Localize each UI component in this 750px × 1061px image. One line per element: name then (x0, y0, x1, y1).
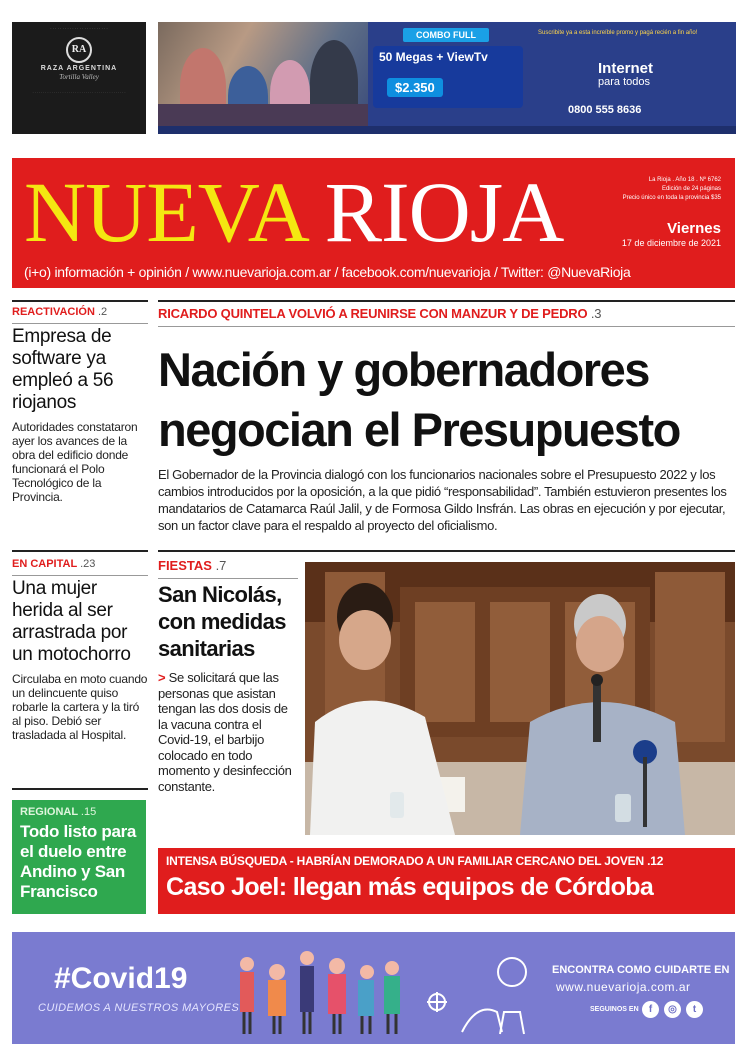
lead-headline[interactable]: Nación y gobernadores negocian el Presupuesto (158, 343, 680, 456)
covid-url-link[interactable]: www.nuevarioja.com.ar (556, 980, 691, 994)
ad-price: $2.350 (387, 78, 443, 97)
twitter-icon[interactable]: t (686, 1001, 703, 1018)
lead-bottom-rule (158, 550, 735, 552)
ad-fine-print: · · · · · · · · · · · · · · · · · · · · · · · · · · · · · · · · · · · · · · · · · · · · (32, 91, 126, 95)
story-en-capital[interactable] (12, 558, 148, 742)
ad-family-photo (158, 22, 368, 126)
masthead (12, 158, 735, 288)
masthead-tagline: (i+o) información + opinión / www.nuevarioja.com.ar / facebook.com/nuevarioja / Twitter: @NuevaRioja (24, 264, 631, 280)
page-ref: .12 (647, 854, 664, 868)
ad-fine-print-top: · · · · · · · · · · · · · · · · · · · · · · · · (50, 26, 108, 31)
story-fiestas[interactable] (158, 558, 298, 794)
issue-date: 17 de diciembre de 2021 (621, 238, 721, 248)
edition-pages: Edición de 24 páginas (661, 186, 721, 192)
ad-raza-argentina[interactable] (12, 22, 146, 134)
newspaper-title (24, 162, 563, 262)
instagram-icon[interactable]: ◎ (664, 1001, 681, 1018)
ad-offer-line: 50 Megas + ViewTv (379, 50, 488, 64)
ad-brand-logo (598, 62, 653, 88)
ra-logo-icon: RA (66, 37, 92, 63)
page-ref: .7 (215, 558, 227, 573)
ad-phone: 0800 555 8636 (568, 104, 642, 116)
story-regional[interactable] (12, 800, 146, 914)
story-headline: Todo listo para el duelo entre Andino y San Francisco (20, 822, 137, 901)
title-nueva: NUEVA (24, 164, 305, 260)
story-kicker: EN CAPITAL .23 (12, 558, 96, 570)
story-body: > Se solicitará que las personas que asistan tengan las dos dosis de la vacuna contra el Covid-19, el barbijo colocado en todo momento y desinfección constante. (158, 670, 292, 794)
ad-legal-strip (158, 126, 736, 134)
kicker-rule (12, 323, 148, 324)
page-ref: .23 (80, 558, 96, 570)
story-kicker: FIESTAS .7 (158, 558, 227, 573)
facebook-icon[interactable]: f (642, 1001, 659, 1018)
edition-number: La Rioja . Año 18 . Nº 6762 (648, 177, 721, 183)
covid-find-text: ENCONTRA COMO CUIDARTE EN (552, 964, 730, 976)
lead-kicker-rule (158, 326, 735, 327)
story-body: Circulaba en moto cuando un delincuente quiso robarle la cartera y la tiró al piso. Debió ser trasladada al Hospital. (12, 672, 148, 742)
page-ref: .15 (80, 806, 97, 818)
page-ref: .3 (590, 306, 602, 321)
story-reactivacion[interactable] (12, 306, 148, 504)
story-kicker: INTENSA BÚSQUEDA - HABRÍAN DEMORADO A UN FAMILIAR CERCANO DEL JOVEN .12 (166, 854, 664, 868)
left-top-rule (12, 300, 148, 302)
ad-combo-badge: COMBO FULL (403, 28, 489, 42)
edition-meta (621, 176, 721, 203)
ad-brand-script: Tortilla Valley (59, 73, 99, 81)
covid-subtitle: CUIDEMOS A NUESTROS MAYORES (38, 1002, 240, 1014)
kicker-rule (158, 578, 298, 579)
ad-internet-para-todos[interactable] (158, 22, 736, 134)
title-rioja: RIOJA (324, 164, 564, 260)
story-headline: Caso Joel: llegan más equipos de Córdoba (166, 873, 654, 901)
press-conference-photo (305, 562, 735, 835)
story-headline: Empresa de software ya empleó a 56 riojanos (12, 326, 114, 413)
covid-illustration (232, 942, 532, 1042)
edition-price: Precio único en toda la provincia $35 (622, 195, 721, 201)
bullet-arrow-icon: > (158, 670, 166, 685)
ad-covid19[interactable] (12, 932, 735, 1044)
lead-kicker[interactable]: RICARDO QUINTELA VOLVIÓ A REUNIRSE CON MANZUR Y DE PEDRO .3 (158, 306, 602, 321)
covid-hashtag: #Covid19 (54, 962, 188, 995)
lead-body: El Gobernador de la Provincia dialogó con los funcionarios nacionales sobre el Presupuesto 2022 y los cambios introducidos por la oposición, a la que pidió “responsabilidad”. También estuvieron presentes los mandatarios de Catamarca Raúl Jalil, y de Formosa Gildo Insfrán. Las obras en ejecución y por ejecutar, son un factor clave para el respaldo al proyecto del oficialismo. (158, 467, 727, 533)
story-headline: San Nicolás, con medidas sanitarias (158, 582, 286, 661)
ad-offer-box (373, 46, 523, 108)
story-headline: Una mujer herida al ser arrastrada por un motochorro (12, 578, 131, 665)
ad-brand-line2: para todos (598, 76, 650, 88)
page-ref: .2 (97, 306, 108, 318)
story-body: Autoridades constataron ayer los avances de la obra del edificio donde funcionará el Polo Tecnológico de la Provincia. (12, 420, 138, 504)
lead-top-rule (158, 300, 735, 302)
ad-brand-name: RAZA ARGENTINA (40, 65, 118, 72)
ad-brand-line1: Internet (598, 60, 654, 77)
left-mid-rule (12, 550, 148, 552)
kicker-rule (12, 575, 148, 576)
follow-label: SEGUINOS EN (590, 1006, 639, 1013)
issue-day: Viernes (667, 220, 721, 237)
story-kicker: REACTIVACIÓN .2 (12, 306, 108, 318)
ad-promo-text: Suscribite ya a esta increíble promo y pagá recién a fin año! (538, 30, 698, 36)
story-caso-joel[interactable] (158, 848, 735, 914)
left-bottom-rule (12, 788, 148, 790)
story-kicker: REGIONAL .15 (20, 806, 97, 818)
fiestas-photo[interactable] (305, 562, 735, 835)
